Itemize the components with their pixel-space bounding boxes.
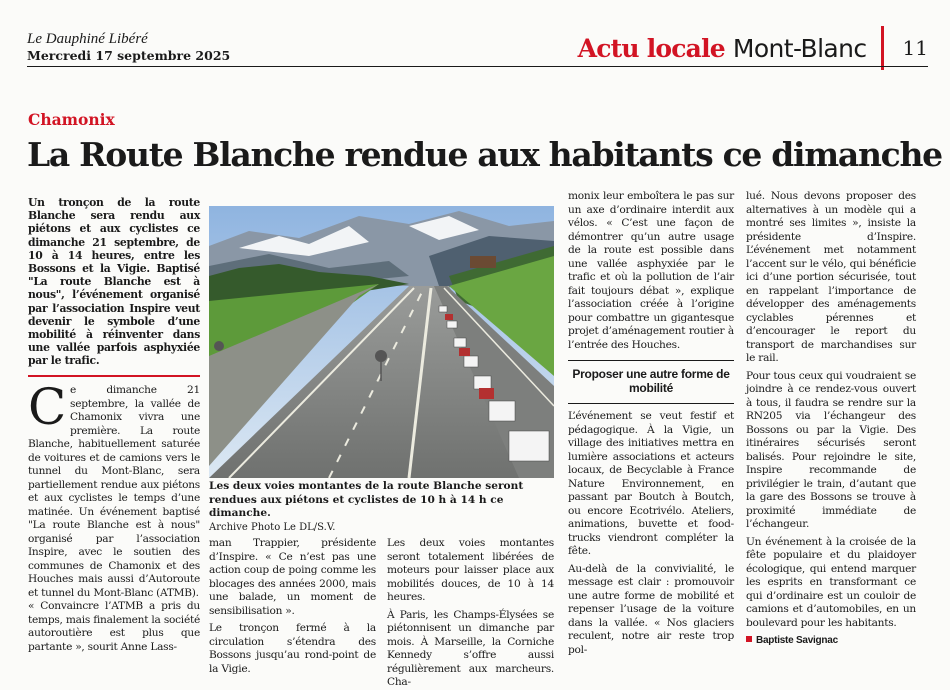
column-5 <box>746 190 916 648</box>
header-rule <box>27 66 928 67</box>
column-3 <box>387 537 554 690</box>
paragraph: Les deux voies montantes seront totalement libérées de moteurs pour laisser place aux mobilités douces, de 10 à 14 heures. <box>387 537 554 603</box>
page-number: 11 <box>902 36 928 60</box>
section-header <box>578 26 928 70</box>
article-headline: La Route Blanche rendue aux habitants ce dimanche <box>27 135 942 174</box>
issue-date: Mercredi 17 septembre 2025 <box>27 48 231 63</box>
column-2 <box>209 537 376 676</box>
article-photo <box>209 206 554 478</box>
caption-text: Les deux voies montantes de la route Blanche seront rendues aux piétons et cyclistes de 10 h à 14 h ce dimanche. <box>209 480 524 519</box>
drop-cap: C <box>28 378 67 436</box>
column-1 <box>28 378 200 654</box>
byline <box>746 634 916 648</box>
photo-caption <box>209 480 554 534</box>
article-kicker: Chamonix <box>28 110 115 129</box>
column-4 <box>568 190 734 657</box>
chapo-separator <box>28 375 200 377</box>
header-divider <box>881 26 884 70</box>
masthead <box>27 31 230 65</box>
paragraph: Pour tous ceux qui voudraient se joindre à ce rendez-vous ouvert à tous, il faudra se rendre sur la RN205 via l’échangeur des Bossons ou par la Vigie. Des itinéraires sécurisés seront balisés. Pour rejoindre le site, Inspire recommande de privilégier le train, d’autant que la gare des Bossons se trouve à proximité immédiate de l’échangeur. <box>746 369 916 530</box>
photo-credit: Archive Photo Le DL/S.V. <box>209 521 336 533</box>
paragraph: man Trappier, présidente d’Inspire. « Ce n’est pas une action coup de poing comme les blocages des années 2000, mais une balade, un moment de sensibilisation ». <box>209 537 376 617</box>
paragraph: « Convaincre l’ATMB a pris du temps, mais finalement la société autoroutière est plus que partante », sourit Anne Lass- <box>28 600 200 653</box>
box-separator <box>568 403 734 404</box>
region-name: Mont-Blanc <box>732 33 867 63</box>
paragraph: Un événement à la croisée de la fête populaire et du plaidoyer écologique, qui entend marquer les esprits en transformant ce qui d’ordinaire est un couloir de camions et d’automobiles, en un boulevard pour les habitants. <box>746 535 916 629</box>
paragraph: À Paris, les Champs-Élysées se piétonnisent un dimanche par mois. À Marseille, la Corniche Kennedy s’offre aussi régulièrement aux marcheurs. Cha- <box>387 608 554 688</box>
box-separator <box>568 360 734 361</box>
paragraph: Le tronçon fermé à la circulation s’étendra des Bossons jusqu’au rond-point de la Vigie. <box>209 622 376 675</box>
paragraph: monix leur emboîtera le pas sur un axe d’ordinaire interdit aux vélos. « C’est une façon de démontrer qu’un autre usage de la route est possible dans une vallée asphyxiée par le trafic et où la pollution de l’air fait toujours débat », explique l’association créée à l’origine pour combattre un gigantesque projet d’aménagement routier à l’entrée des Houches. <box>568 190 734 351</box>
section-name: Actu locale <box>577 33 725 63</box>
byline-square-icon <box>746 636 752 642</box>
paragraph: Ce dimanche 21 septembre, la vallée de Chamonix vivra une première. La route Blanche, habituellement saturée de voitures et de camions vers le tunnel du Mont-Blanc, sera partiellement rendue aux piétons et aux cyclistes le temps d’une matinée. Un événement baptisé "La route Blanche est à nous" organisé par l’association Inspire, avec le soutien des communes de Chamonix et des Houches mais aussi d’Autoroute et tunnel du Mont-Blanc (ATMB). <box>28 378 200 599</box>
article-chapo: Un tronçon de la route Blanche sera rendu aux piétons et aux cyclistes ce dimanche 21 septembre, de 10 à 14 heures, entre les Bossons et la Vigie. Baptisé "La route Blanche est à nous", l’événement organisé par l’association Inspire veut devenir le symbole d’une mobilité à réinventer dans une vallée parfois asphyxiée par le trafic. <box>28 196 200 368</box>
paragraph: lué. Nous devons proposer des alternatives à un modèle qui a montré ses limites », insiste la présidente d’Inspire. L’événement met notamment l’accent sur le vélo, qui bénéficie ici d’une portion sécurisée, tout en rappelant l’importance de développer des aménagements cyclables pérennes et d’encourager le report du transport de marchandises sur le rail. <box>746 190 916 364</box>
paragraph: L’événement se veut festif et pédagogique. À la Vigie, un village des initiatives mettra en lumière associations et acteurs locaux, de Becyclable à France Nature Environnement, en passant par Boutch à Boutch, ou encore Ecotrivélo. Ateliers, animations, buvette et food-trucks viendront compléter la fête. <box>568 410 734 557</box>
box-title: Proposer une autre forme de mobilité <box>572 367 730 395</box>
author-name: Baptiste Savignac <box>756 635 838 646</box>
newspaper-name: Le Dauphiné Libéré <box>27 31 148 47</box>
paragraph: Au-delà de la convivialité, le message est clair : promouvoir une autre forme de mobilité et repenser l’usage de la voiture dans la vallée. « Nos glaciers reculent, notre air reste trop pol- <box>568 562 734 656</box>
